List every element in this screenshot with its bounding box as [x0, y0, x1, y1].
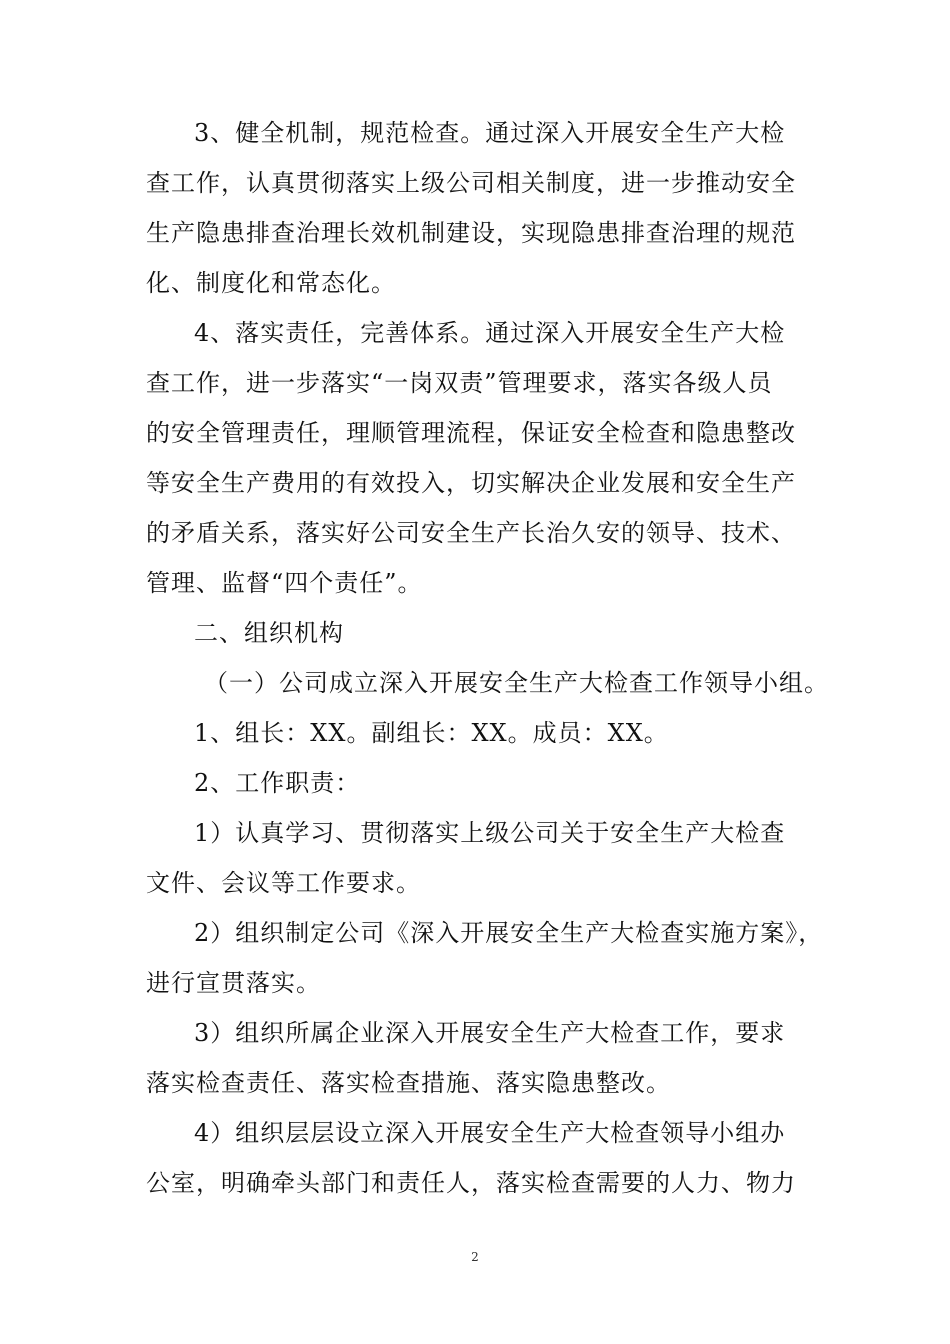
paragraph-line: 1）认真学习、贯彻落实上级公司关于安全生产大检查 [194, 819, 786, 847]
paragraph-line: 化、制度化和常态化。 [146, 269, 396, 297]
paragraph-line: 查工作，认真贯彻落实上级公司相关制度，进一步推动安全 [146, 169, 796, 197]
paragraph-line: 3）组织所属企业深入开展安全生产大检查工作，要求 [194, 1019, 786, 1047]
paragraph-line: 的矛盾关系，落实好公司安全生产长治久安的领导、技术、 [146, 519, 796, 547]
paragraph-line: 落实检查责任、落实检查措施、落实隐患整改。 [146, 1069, 671, 1097]
paragraph-line: 生产隐患排查治理长效机制建设，实现隐患排查治理的规范 [146, 219, 796, 247]
paragraph-line: 4、落实责任，完善体系。通过深入开展安全生产大检 [194, 319, 786, 347]
paragraph-line: 4）组织层层设立深入开展安全生产大检查领导小组办 [194, 1119, 786, 1147]
paragraph-line: 2）组织制定公司《深入开展安全生产大检查实施方案》， [194, 919, 824, 947]
paragraph-line: 进行宣贯落实。 [146, 969, 321, 997]
subsection-heading: （一）公司成立深入开展安全生产大检查工作领导小组。 [204, 669, 829, 697]
paragraph-line: 公室，明确牵头部门和责任人，落实检查需要的人力、物力 [146, 1169, 796, 1197]
paragraph-line: 查工作，进一步落实“一岗双责”管理要求，落实各级人员 [146, 369, 773, 397]
paragraph-line: 2、工作职责： [194, 769, 361, 797]
page-number: 2 [471, 1250, 479, 1264]
paragraph-line: 文件、会议等工作要求。 [146, 869, 421, 897]
paragraph-line: 管理、监督“四个责任”。 [146, 569, 423, 597]
section-heading: 二、组织机构 [194, 619, 344, 647]
paragraph-line: 等安全生产费用的有效投入，切实解决企业发展和安全生产 [146, 469, 796, 497]
paragraph-line: 3、健全机制，规范检查。通过深入开展安全生产大检 [194, 119, 786, 147]
paragraph-line: 的安全管理责任，理顺管理流程，保证安全检查和隐患整改 [146, 419, 796, 447]
paragraph-line: 1、组长：XX。副组长：XX。成员：XX。 [194, 719, 669, 747]
